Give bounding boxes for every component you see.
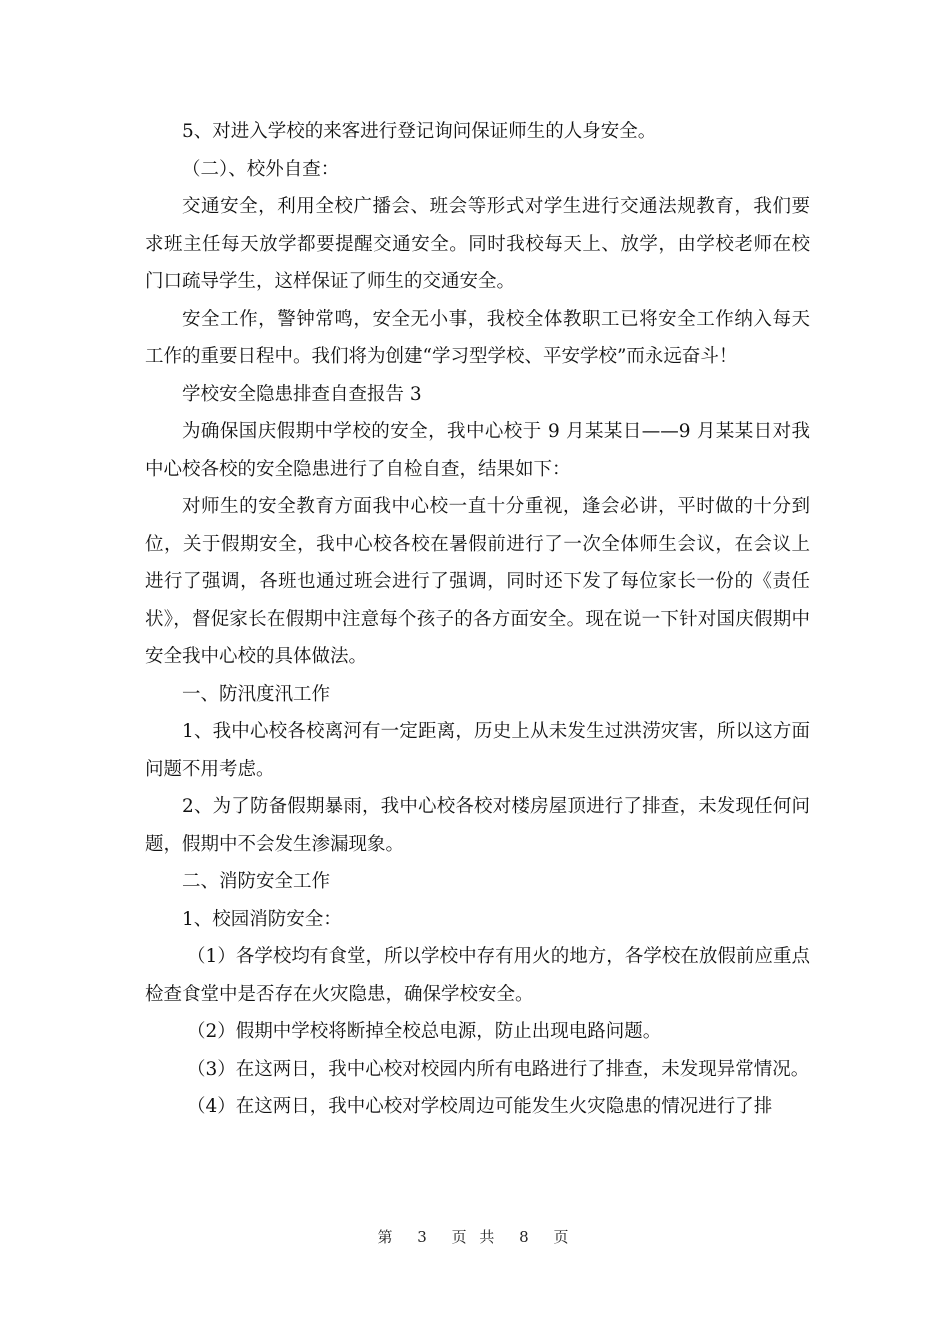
footer-current-page: 3 xyxy=(417,1228,431,1246)
footer-label-ye: 页 xyxy=(553,1228,573,1246)
footer-label-ye-gong: 页 共 xyxy=(451,1228,499,1246)
paragraph: 为确保国庆假期中学校的安全，我中心校于 9 月某某日——9 月某某日对我中心校各校的安全隐患进行了自检自查，结果如下： xyxy=(145,421,810,480)
list-item: （1）各学校均有食堂，所以学校中存有用火的地方，各学校在放假前应重点检查食堂中是否存在火灾隐患，确保学校安全。 xyxy=(145,946,810,1005)
paragraph: 5、对进入学校的来客进行登记询问保证师生的人身安全。 xyxy=(182,121,657,142)
sub-heading: 1、校园消防安全： xyxy=(182,908,342,930)
list-item: （2）假期中学校将断掉全校总电源，防止出现电路问题。 xyxy=(187,1021,662,1042)
list-item: （3）在这两日，我中心校对校园内所有电路进行了排查，未发现异常情况。 xyxy=(187,1058,810,1080)
paragraph: 交通安全，利用全校广播会、班会等形式对学生进行交通法规教育，我们要求班主任每天放学都要提醒交通安全。同时我校每天上、放学，由学校老师在校门口疏导学生，这样保证了师生的交通安全。 xyxy=(145,196,810,292)
document-body xyxy=(145,113,810,1126)
footer-total-pages: 8 xyxy=(519,1228,533,1246)
page-footer xyxy=(0,1226,950,1247)
paragraph: 对师生的安全教育方面我中心校一直十分重视，逢会必讲，平时做的十分到位，关于假期安全，我中心校各校在暑假前进行了一次全体师生会议，在会议上进行了强调，各班也通过班会进行了强调，同时还下发了每位家长一份的《责任状》，督促家长在假期中注意每个孩子的各方面安全。现在说一下针对国庆假期中安全我中心校的具体做法。 xyxy=(145,496,810,667)
section-heading: （二）、校外自查： xyxy=(182,158,340,180)
report-title: 学校安全隐患排查自查报告 3 xyxy=(182,383,422,405)
section-heading: 二、消防安全工作 xyxy=(182,871,331,892)
paragraph: 安全工作，警钟常鸣，安全无小事，我校全体教职工已将安全工作纳入每天工作的重要日程中。我们将为创建“学习型学校、平安学校”而永远奋斗！ xyxy=(145,308,810,367)
paragraph: 2、为了防备假期暴雨，我中心校各校对楼房屋顶进行了排查，未发现任何问题，假期中不会发生渗漏现象。 xyxy=(145,796,810,855)
footer-label-di: 第 xyxy=(377,1228,397,1246)
paragraph: 1、我中心校各校离河有一定距离，历史上从未发生过洪涝灾害，所以这方面问题不用考虑。 xyxy=(145,721,810,780)
section-heading: 一、防汛度汛工作 xyxy=(182,683,331,705)
list-item: （4）在这两日，我中心校对学校周边可能发生火灾隐患的情况进行了排 xyxy=(187,1096,773,1117)
